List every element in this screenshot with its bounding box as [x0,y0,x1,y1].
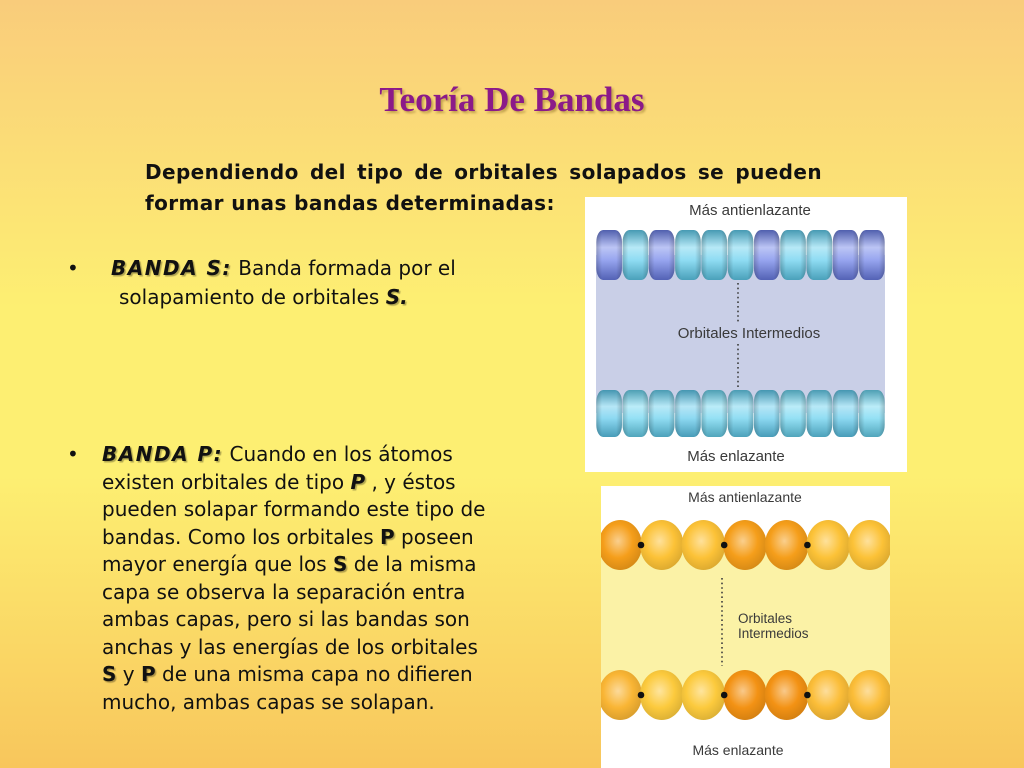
text-line [102,496,485,524]
upper-s-orbital-segment-shading [649,230,675,280]
top-label: Más antienlazante [688,489,802,505]
text-line [102,606,485,634]
text-run: existen orbitales de tipo [102,469,351,494]
intro-line: Dependiendo del tipo de orbitales solapados se pueden [145,160,822,184]
text-run: , y éstos [365,469,456,494]
orbital-node-dot [721,692,728,699]
orbital-symbol: P [140,662,156,686]
upper-s-orbital-segment-shading [675,230,701,280]
orbital-symbol: S [102,662,117,686]
bullet-marker: • [67,442,79,466]
text-run: de la misma [347,552,477,576]
text-line [102,661,485,689]
text-run: de una misma capa no difieren [155,662,473,686]
banda-p-description [102,441,485,716]
band-label: BANDA P: [102,442,224,466]
upper-s-orbital-segment-shading [728,230,754,280]
slide-title: Teoría De Bandas [379,80,645,119]
text-run: capa se observa la separación entra [102,579,466,604]
orbital-symbol: P [380,524,395,549]
lower-p-orbital-lobe [765,670,809,720]
lower-s-orbital-segment-shading [833,390,859,437]
text-run: y [116,662,141,686]
upper-p-orbital-lobe [806,520,850,570]
upper-s-orbital-segment-shading [806,230,832,280]
lower-p-orbital-lobe [640,670,684,720]
middle-label: Orbitales Intermedios [677,325,821,342]
text-run: solapamiento de orbitales [119,285,386,309]
text-line [111,283,456,312]
p-band-diagram [601,486,890,768]
upper-p-orbital-lobe [640,520,684,570]
bullet-marker: • [67,256,79,280]
orbital-node-dot [804,692,811,699]
lower-s-orbital-segment-shading [806,390,832,437]
text-line [102,551,485,579]
upper-p-orbital-lobe [723,520,767,570]
text-run: Cuando en los átomos [223,442,453,466]
orbital-node-dot [638,542,645,549]
lower-p-orbital-lobe [723,670,767,720]
orbital-symbol: S [333,552,348,576]
upper-p-orbital-lobe [682,520,726,570]
lower-s-orbital-segment-shading [649,390,675,437]
lower-s-orbital-segment-shading [675,390,701,437]
text-run: poseen [394,524,474,549]
upper-s-orbital-segment-shading [780,230,806,280]
antibonding-band [596,230,884,280]
s-band-diagram [585,197,907,472]
text-line [102,579,485,607]
lower-s-orbital-segment-shading [859,390,885,437]
text-line [102,689,485,717]
lower-s-orbital-segment-shading [728,390,754,437]
intro-line: formar unas bandas determinadas: [145,191,555,215]
text-run: ambas capas, pero si las bandas son [102,607,470,631]
lower-s-orbital-segment-shading [623,390,649,437]
upper-p-orbital-lobe [765,520,809,570]
upper-s-orbital-segment-shading [859,230,885,280]
orbital-node-dot [721,542,728,549]
top-label: Más antienlazante [689,202,811,219]
text-line [102,469,485,497]
orbital-node-dot [638,692,645,699]
text-run: mayor energía que los [102,552,334,576]
text-run: mucho, ambas capas se solapan. [102,689,435,714]
text-line [102,524,485,552]
lower-s-orbital-segment-shading [754,390,780,437]
bottom-label: Más enlazante [687,448,785,465]
text-run: Banda formada por el [231,256,456,280]
text-run: pueden solapar formando este tipo de [102,497,486,521]
text-line [102,634,485,662]
text-line [111,254,456,283]
text-run: bandas. Como los orbitales [102,524,381,549]
lower-s-orbital-segment-shading [596,390,622,437]
orbital-symbol: S. [385,285,408,309]
upper-s-orbital-segment-shading [596,230,622,280]
upper-s-orbital-segment-shading [623,230,649,280]
band-label: BANDA S: [111,256,232,280]
banda-s-description [111,254,456,312]
lower-s-orbital-segment-shading [701,390,727,437]
lower-s-orbital-segment-shading [780,390,806,437]
bonding-band [596,390,884,437]
text-line [102,441,485,469]
orbital-node-dot [804,542,811,549]
middle-label-line: Orbitales [738,611,793,626]
upper-p-orbital-lobe [848,520,890,570]
lower-p-orbital-lobe [682,670,726,720]
upper-s-orbital-segment-shading [754,230,780,280]
middle-label-line: Intermedios [738,626,809,641]
upper-s-orbital-segment-shading [701,230,727,280]
lower-p-orbital-lobe [848,670,890,720]
orbital-symbol: P [350,469,366,494]
text-run: anchas y las energías de los orbitales [102,634,478,659]
bottom-label: Más enlazante [692,742,784,758]
lower-p-orbital-lobe [806,670,850,720]
upper-s-orbital-segment-shading [833,230,859,280]
